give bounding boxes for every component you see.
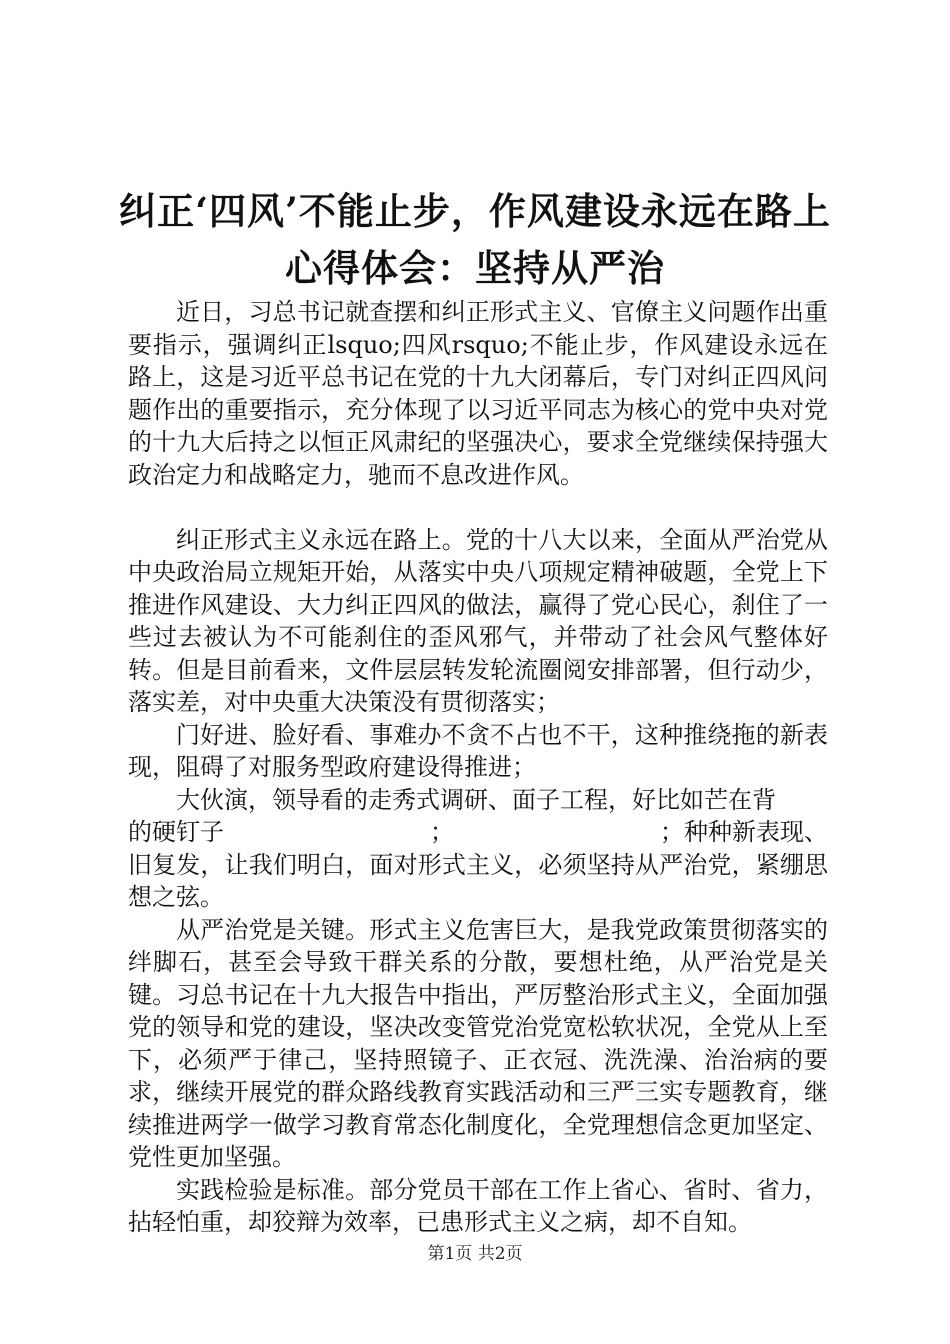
paragraph-4 [128,784,828,914]
paragraph-3: 门好进、脸好看、事难办不贪不占也不干，这种推绕拖的新表现，阻碍了对服务型政府建设得推进； [128,720,828,781]
paragraph-1: 近日，习总书记就查摆和纠正形式主义、官僚主义问题作出重要指示，强调纠正lsquo;四风rsquo;不能止步，作风建设永远在路上，这是习近平总书记在党的十九大闭幕后，专门对纠正四风问题作出的重要指示，充分体现了以习近平同志为核心的党中央对党的十九大后持之以恒正风肃纪的坚强决心，要求全党继续保持强大政治定力和战略定力，驰而不息改进作风。 [128,298,828,489]
paragraph-spacer [128,491,828,524]
page-footer: 第1页 共2页 [427,1244,523,1264]
paragraph-4-end: 旧复发，让我们明白，面对形式主义，必须坚持从严治党，紧绷思想之弦。 [128,850,828,911]
document-title-line1: 纠正‘四风’不能止步，作风建设永远在路上 [119,189,831,233]
paragraph-2: 纠正形式主义永远在路上。党的十八大以来，全面从严治党从中央政治局立规矩开始，从落实中央八项规定精神破题，全党上下推进作风建设、大力纠正四风的做法，赢得了党心民心，刹住了一些过去被认为不可能刹住的歪风邪气，并带动了社会风气整体好转。但是目前看来，文件层层转发轮流圈阅安排部署，但行动少，落实差，对中央重大决策没有贯彻落实； [128,525,828,716]
paragraph-4-gap-b: ； [430,818,454,846]
paragraph-4-gap-line [128,816,828,849]
paragraph-6: 实践检验是标准。部分党员干部在工作上省心、省时、省力，拈轻怕重，却狡辩为效率，已患形式主义之病，却不自知。 [128,1175,828,1236]
paragraph-4-gap-a: 的硬钉子 [128,818,224,846]
paragraph-4-gap-c: ；种种新表现、 [660,818,828,846]
paragraph-4-start: 大伙演，领导看的走秀式调研、面子工程，好比如芒在背 [176,785,776,814]
document-body [128,296,828,1239]
paragraph-5: 从严治党是关键。形式主义危害巨大，是我党政策贯彻落实的绊脚石，甚至会导致干群关系的分散，要想杜绝，从严治党是关键。习总书记在十九大报告中指出，严厉整治形式主义，全面加强党的领导和党的建设，坚决改变管党治党宽松软状况，全党从上至下，必须严于律己，坚持照镜子、正衣冠、洗洗澡、治治病的要求，继续开展党的群众路线教育实践活动和三严三实专题教育，继续推进两学一做学习教育常态化制度化，全党理想信念更加坚定、党性更加坚强。 [128,915,828,1171]
document-title-line2: 心得体会：坚持从严治 [285,246,665,290]
